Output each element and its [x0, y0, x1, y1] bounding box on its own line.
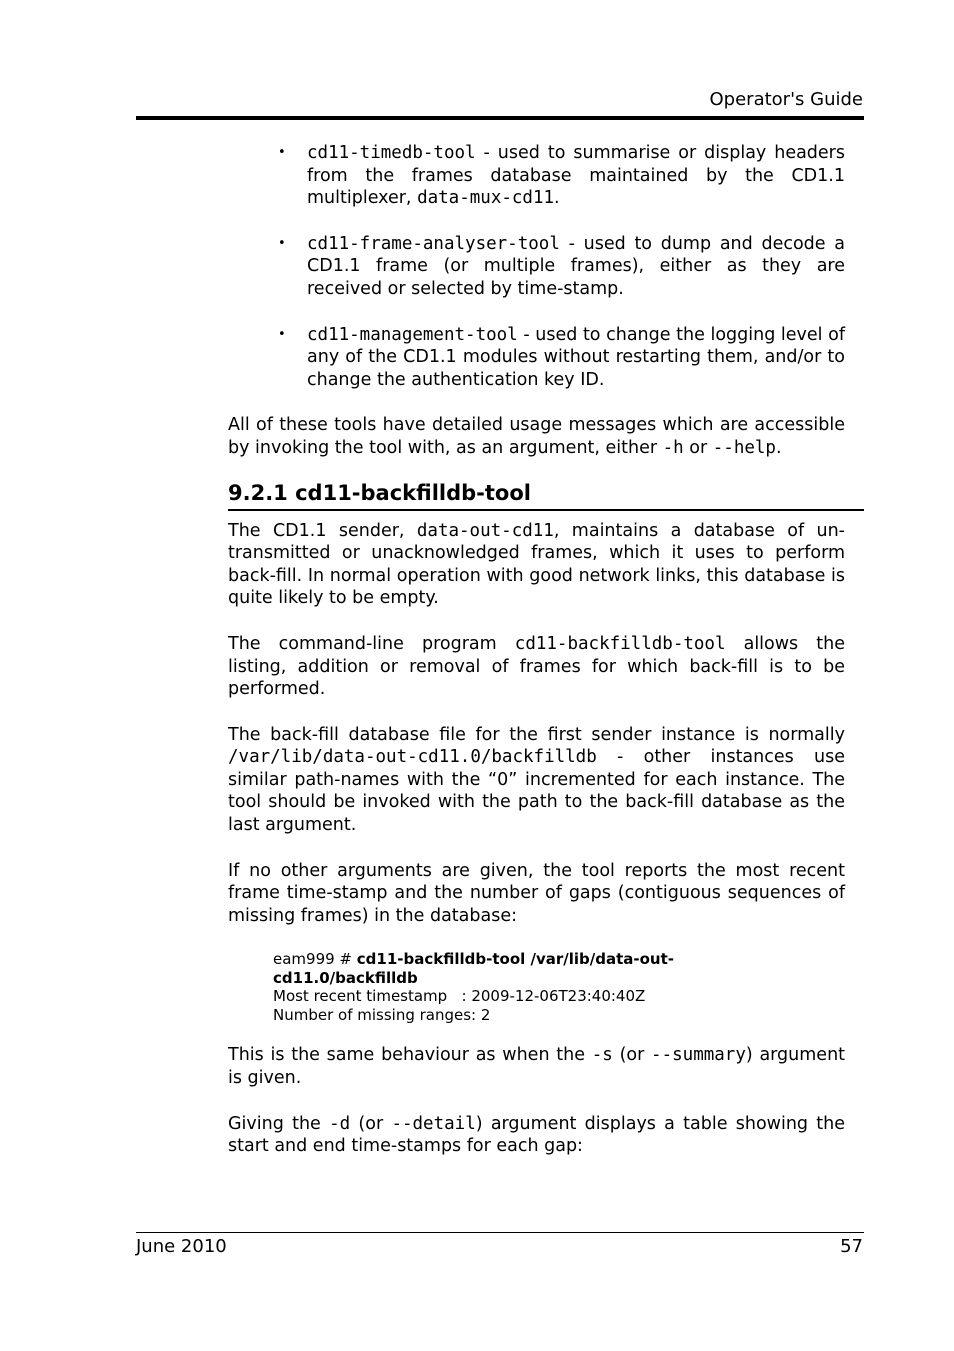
inline-code: --detail	[391, 1113, 476, 1134]
header-rule	[136, 116, 864, 120]
list-item: • cd11-timedb-tool - used to summarise or display headers from the frames database maintained by the CD1.1 multiplexer, data-mux-cd11.	[278, 143, 845, 209]
section-heading: 9.2.1 cd11-backfilldb-tool	[228, 480, 864, 511]
page-number: 57	[840, 1236, 863, 1257]
footer-date: June 2010	[136, 1236, 227, 1257]
inline-code: --help	[712, 437, 776, 458]
terminal-output-line: Number of missing ranges: 2	[273, 1005, 491, 1024]
paragraph: Giving the -d (or --detail) argument displays a table showing the start and end time-stamps for each gap:	[228, 1113, 846, 1157]
terminal-example	[273, 950, 713, 1024]
list-item-text: - used to change the logging level of any of the CD1.1 modules without restarting them, and/or to change the authentication key ID.	[307, 324, 845, 390]
bullet-icon: •	[278, 326, 286, 342]
tool-name: cd11-management-tool	[307, 324, 518, 345]
list-item	[228, 233, 845, 301]
paragraph: If no other arguments are given, the tool reports the most recent frame time-stamp and the number of gaps (contiguous sequences of missing frames) in the database:	[228, 860, 845, 926]
list-item	[228, 324, 845, 392]
bullet-icon: •	[278, 235, 286, 251]
terminal-command-line	[273, 950, 713, 987]
paragraph: The CD1.1 sender, data-out-cd11, maintains a database of un-transmitted or unacknowledged frames, which it uses to perform back-fill. In normal operation with good network links, this database is quite likely to be empty.	[228, 520, 845, 609]
inline-code: cd11-backfilldb-tool	[514, 633, 726, 654]
tool-name: cd11-timedb-tool	[307, 143, 476, 163]
list-item-text: - used to summarise or display headers from the frames database maintained by the CD1.1 multiplexer,	[307, 143, 845, 209]
terminal-output-line: Most recent timestamp : 2009-12-06T23:40:40Z	[273, 987, 646, 1006]
paragraph: The back-fill database file for the first sender instance is normally /var/lib/data-out-cd11.0/backfilldb - other instances use similar path-names with the “0” incremented for each instance. The tool should be invoked with the path to the back-fill database as the last argument.	[228, 724, 845, 836]
inline-code: /var/lib/data-out-cd11.0/backfilldb	[228, 747, 597, 768]
intro-paragraph: All of these tools have detailed usage messages which are accessible by invoking the tool with, as an argument, either -h or --help.	[228, 415, 845, 458]
running-header: Operator's Guide	[709, 89, 863, 110]
tool-list	[228, 142, 845, 391]
paragraph: The command-line program cd11-backfilldb-tool allows the listing, addition or removal of frames for which back-fill is to be performed.	[228, 633, 845, 700]
paragraph: This is the same behaviour as when the -s (or --summary) argument is given.	[228, 1045, 846, 1089]
inline-code: --summary	[651, 1045, 746, 1066]
list-item-text: - used to dump and decode a CD1.1 frame (or multiple frames), either as they are received or selected by time-stamp.	[307, 233, 845, 299]
inline-code: -h	[662, 437, 684, 458]
footer-rule	[136, 1232, 864, 1233]
page-body	[228, 142, 845, 1181]
tool-name: cd11-frame-analyser-tool	[307, 233, 560, 254]
inline-code: data-out-cd11	[416, 520, 554, 541]
inline-code: -s	[591, 1045, 613, 1066]
inline-code: data-mux-cd11	[417, 188, 555, 209]
terminal-command: cd11-backfilldb-tool /var/lib/data-out-cd11.0/backfilldb	[273, 950, 674, 987]
bullet-icon: •	[278, 145, 286, 160]
inline-code: -d	[329, 1113, 351, 1134]
terminal-prompt: eam999 #	[273, 950, 357, 969]
